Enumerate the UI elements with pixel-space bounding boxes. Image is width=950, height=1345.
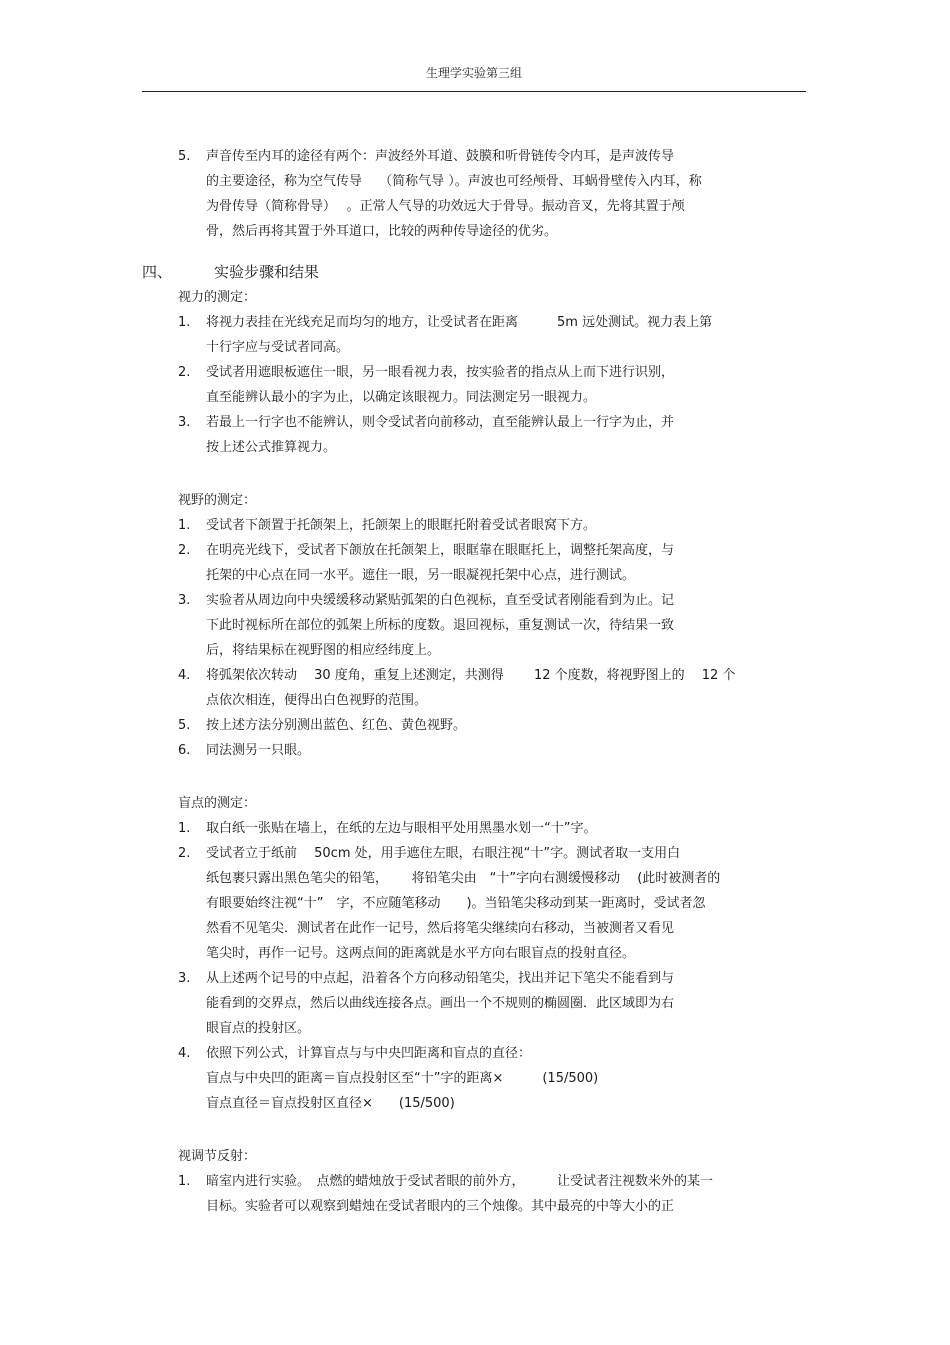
list-item [142, 713, 808, 738]
text-line: 将弧架依次转动 30 度角，重复上述测定，共测得 12 个度数，将视野图上的 12 个 [206, 668, 736, 683]
text-line: 目标。实验者可以观察到蜡烛在受试者眼内的三个烛像。其中最亮的中等大小的正 [206, 1199, 675, 1214]
item-number: 2. [178, 846, 191, 861]
text-line: 按上述公式推算视力。 [206, 440, 337, 455]
text-line: 为骨传导（简称骨导） 。正常人气导的功效远大于骨导。振动音叉，先将其置于颅 [206, 199, 685, 214]
text-line: 纸包裹只露出黑色笔尖的铅笔， 将铅笔尖由 “十”字向右测缓慢移动 (此时被测者的 [206, 871, 721, 886]
text-line: 有眼要始终注视“十” 字，不应随笔移动 )。当铅笔尖移动到某一距离时，受试者忽 [206, 896, 706, 911]
text-line: 按上述方法分别测出蓝色、红色、黄色视野。 [206, 718, 467, 733]
text-line: 点依次相连，便得出白色视野的范围。 [206, 693, 428, 708]
text-line: 然看不见笔尖．测试者在此作一记号，然后将笔尖继续向右移动，当被测者又看见 [206, 921, 675, 936]
item-number: 4. [178, 1046, 191, 1061]
section-title: 实验步骤和结果 [214, 263, 320, 281]
text-line: 后，将结果标在视野图的相应经纬度上。 [206, 643, 441, 658]
text-line: 受试者用遮眼板遮住一眼，另一眼看视力表，按实验者的指点从上而下进行识别， [206, 365, 675, 380]
text-line: 同法测另一只眼。 [206, 743, 311, 758]
item-number: 2. [178, 543, 191, 558]
text-line: 若最上一行字也不能辨认，则令受试者向前移动，直至能辨认最上一行字为止，并 [206, 415, 675, 430]
page-header-title: 生理学实验第三组 [425, 66, 522, 80]
text-line: 直至能辨认最小的字为止，以确定该眼视力。同法测定另一眼视力。 [206, 390, 597, 405]
list-item [142, 1041, 808, 1116]
text-line: 从上述两个记号的中点起，沿着各个方向移动铅笔尖，找出并记下笔尖不能看到与 [206, 971, 675, 986]
text-line: 能看到的交界点，然后以曲线连接各点。画出一个不规则的椭圆圈．此区域即为右 [206, 996, 675, 1011]
subsection-heading: 视野的测定： [178, 493, 257, 508]
document-body [142, 144, 808, 1219]
text-line: 的主要途径，称为空气传导 （简称气导 ）。声波也可经颅骨、耳蜗骨壁传入内耳，称 [206, 174, 702, 189]
text-line: 依照下列公式，计算盲点与与中央凹距离和盲点的直径： [206, 1046, 532, 1061]
text-line: 暗室内进行实验。 点燃的蜡烛放于受试者眼的前外方， 让受试者注视数米外的某一 [206, 1174, 714, 1189]
text-line: 下此时视标所在部位的弧架上所标的度数。退回视标，重复测试一次，待结果一致 [206, 618, 675, 633]
header-divider [142, 91, 806, 92]
item-number: 1. [178, 1174, 191, 1189]
list-item [142, 841, 808, 966]
formula-line: 盲点直径＝盲点投射区直径× (15/500) [206, 1096, 455, 1111]
list-item [142, 588, 808, 663]
list-item [142, 538, 808, 588]
item-number: 3. [178, 415, 191, 430]
list-item [142, 144, 808, 244]
formula-line: 盲点与中央凹的距离＝盲点投射区至“十”字的距离× (15/500) [206, 1071, 599, 1086]
subsection-heading: 盲点的测定： [178, 796, 257, 811]
list-item [142, 1169, 808, 1219]
list-item [142, 310, 808, 360]
text-line: 骨，然后再将其置于外耳道口，比较的两种传导途径的优劣。 [206, 224, 558, 239]
subsection-heading: 视调节反射： [178, 1149, 257, 1164]
section-number: 四、 [142, 263, 173, 281]
item-number: 5. [178, 718, 191, 733]
item-number: 3. [178, 593, 191, 608]
text-line: 笔尖时，再作一记号。这两点间的距离就是水平方向右眼盲点的投射直径。 [206, 946, 636, 961]
section-heading [142, 259, 808, 285]
text-line: 实验者从周边向中央缓缓移动紧贴弧架的白色视标，直至受试者刚能看到为止。记 [206, 593, 675, 608]
item-number: 1. [178, 518, 191, 533]
text-line: 在明亮光线下，受试者下颌放在托颌架上，眼眶靠在眼眶托上，调整托架高度，与 [206, 543, 675, 558]
text-line: 十行字应与受试者同高。 [206, 340, 350, 355]
text-line: 取白纸一张贴在墙上，在纸的左边与眼相平处用黑墨水划一“十”字。 [206, 821, 597, 836]
text-line: 将视力表挂在光线充足而均匀的地方，让受试者在距离 5m 远处测试。视力表上第 [206, 315, 713, 330]
item-number: 1. [178, 821, 191, 836]
item-number: 4. [178, 668, 191, 683]
subsection-heading: 视力的测定： [178, 290, 257, 305]
item-number: 6. [178, 743, 191, 758]
item-number: 3. [178, 971, 191, 986]
text-line: 托架的中心点在同一水平。遮住一眼，另一眼凝视托架中心点，进行测试。 [206, 568, 636, 583]
list-item [142, 663, 808, 713]
item-number: 5. [178, 149, 191, 164]
item-number: 2. [178, 365, 191, 380]
text-line: 受试者立于纸前 50cm 处，用手遮住左眼，右眼注视“十”字。测试者取一支用白 [206, 846, 681, 861]
text-line: 受试者下颌置于托颌架上，托颌架上的眼眶托附着受试者眼窝下方。 [206, 518, 597, 533]
list-item [142, 513, 808, 538]
item-number: 1. [178, 315, 191, 330]
list-item [142, 966, 808, 1041]
list-item [142, 410, 808, 460]
list-item [142, 816, 808, 841]
list-item [142, 738, 808, 763]
text-line: 眼盲点的投射区。 [206, 1021, 311, 1036]
list-item [142, 360, 808, 410]
text-line: 声音传至内耳的途径有两个：声波经外耳道、鼓膜和听骨链传令内耳，是声波传导 [206, 149, 675, 164]
